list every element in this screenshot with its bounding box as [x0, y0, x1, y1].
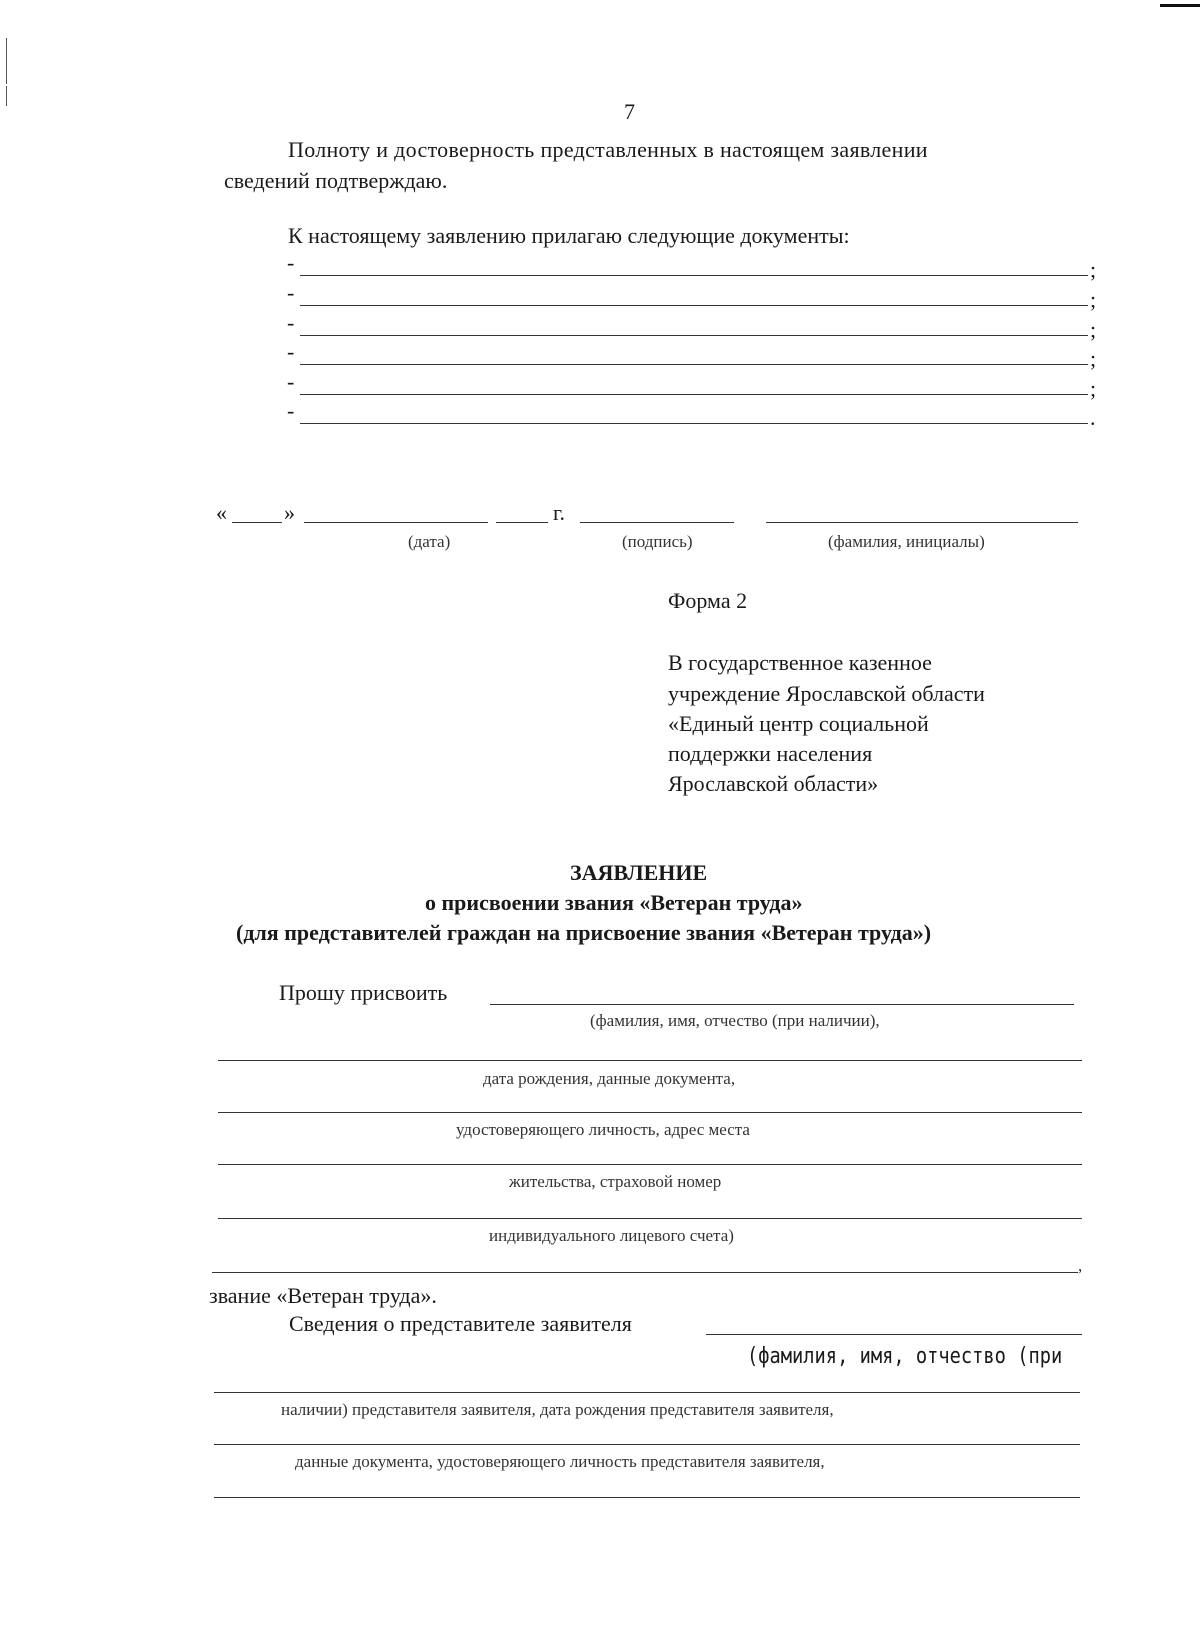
confirmation-line-1: Полноту и достоверность представленных в настоящем заявлении — [288, 137, 928, 162]
request-line — [218, 1164, 1082, 1165]
attachment-dash: - — [287, 310, 295, 335]
attachment-line — [300, 275, 1088, 276]
attachment-line — [300, 394, 1088, 395]
month-line — [304, 522, 488, 523]
attachment-end: ; — [1090, 257, 1097, 282]
representative-caption: наличии) представителя заявителя, дата рождения представителя заявителя, — [281, 1400, 834, 1419]
name-caption: (фамилия, инициалы) — [828, 532, 985, 551]
attachment-dash: - — [287, 398, 295, 423]
scan-edge-mark-top-right — [1160, 4, 1200, 7]
request-name-line — [490, 1004, 1074, 1005]
year-suffix: г. — [553, 500, 566, 525]
attachment-dash: - — [287, 369, 295, 394]
addressee-line: Ярославской области» — [668, 771, 879, 796]
confirmation-line-2: сведений подтверждаю. — [224, 168, 448, 193]
request-caption: удостоверяющего личность, адрес места — [456, 1120, 750, 1139]
request-line — [212, 1272, 1078, 1273]
attachment-line — [300, 335, 1088, 336]
representative-line — [214, 1497, 1080, 1498]
attachment-end: ; — [1090, 287, 1097, 312]
request-line — [218, 1060, 1082, 1061]
year-line — [496, 522, 548, 523]
signature-caption: (подпись) — [622, 532, 693, 551]
title-text: звание «Ветеран труда». — [209, 1283, 437, 1308]
form-label: Форма 2 — [668, 588, 748, 613]
representative-caption: данные документа, удостоверяющего личность представителя заявителя, — [295, 1452, 825, 1471]
page-number: 7 — [624, 99, 635, 124]
addressee-line: В государственное казенное — [668, 650, 932, 675]
addressee-line: «Единый центр социальной — [668, 711, 929, 736]
addressee-line: учреждение Ярославской области — [668, 681, 985, 706]
request-caption: (фамилия, имя, отчество (при наличии), — [590, 1011, 880, 1030]
request-label: Прошу присвоить — [279, 980, 448, 1005]
attachment-end: ; — [1090, 346, 1097, 371]
attachment-dash: - — [287, 280, 295, 305]
representative-name-line — [706, 1334, 1082, 1335]
representative-line — [214, 1392, 1080, 1393]
request-caption: жительства, страховой номер — [509, 1172, 722, 1191]
document-heading: ЗАЯВЛЕНИЕ — [570, 860, 708, 885]
attachment-dash: - — [287, 250, 295, 275]
document-subheading-1: о присвоении звания «Ветеран труда» — [425, 890, 803, 915]
date-quote-close: » — [284, 500, 295, 525]
attachments-intro: К настоящему заявлению прилагаю следующие документы: — [288, 223, 850, 248]
representative-label: Сведения о представителе заявителя — [289, 1311, 632, 1336]
signature-line — [580, 522, 734, 523]
attachment-line — [300, 305, 1088, 306]
date-caption: (дата) — [408, 532, 451, 551]
document-subheading-2: (для представителей граждан на присвоение звания «Ветеран труда») — [236, 920, 932, 945]
name-line — [766, 522, 1078, 523]
request-end-comma: , — [1078, 1256, 1083, 1275]
request-caption: индивидуального лицевого счета) — [489, 1226, 734, 1245]
attachment-end: . — [1090, 405, 1096, 430]
scan-edge-mark-left-2 — [6, 86, 7, 106]
scan-edge-mark-left — [6, 38, 7, 84]
attachment-dash: - — [287, 339, 295, 364]
day-line — [232, 522, 282, 523]
attachment-end: ; — [1090, 317, 1097, 342]
attachment-line — [300, 423, 1088, 424]
attachment-line — [300, 364, 1088, 365]
date-quote-open: « — [216, 500, 227, 525]
attachment-end: ; — [1090, 376, 1097, 401]
request-line — [218, 1112, 1082, 1113]
representative-caption: (фамилия, имя, отчество (при — [747, 1344, 1063, 1369]
request-caption: дата рождения, данные документа, — [483, 1069, 736, 1088]
addressee-line: поддержки населения — [668, 741, 873, 766]
request-line — [218, 1218, 1082, 1219]
representative-line — [214, 1444, 1080, 1445]
